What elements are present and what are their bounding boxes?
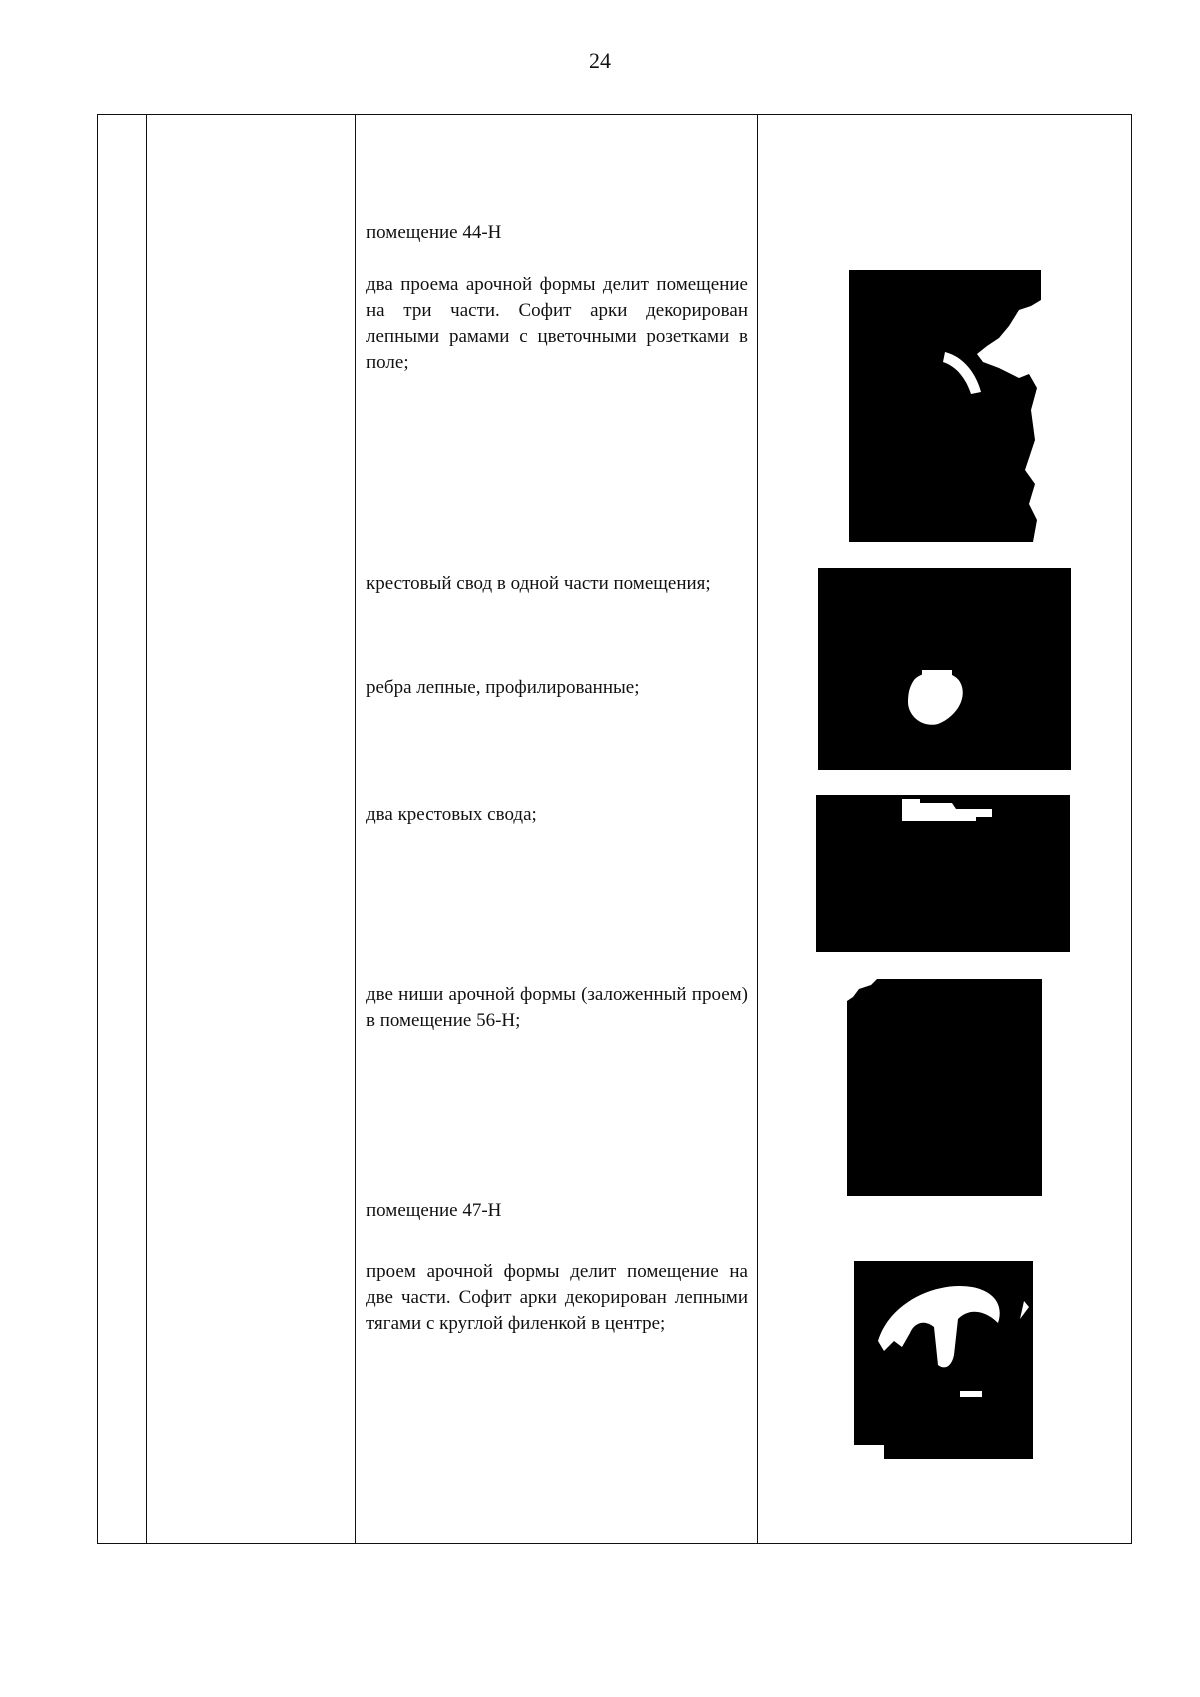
photo-arch-soffit-47n (854, 1261, 1033, 1459)
room-heading-47n: помещение 47-Н (366, 1200, 502, 1221)
entry-description: ребра лепные, профилированные; (366, 677, 640, 698)
photo-arch-soffit-44n (849, 270, 1041, 542)
entry-description: крестовый свод в одной части помещения; (366, 573, 711, 594)
entry-description: два крестовых свода; (366, 804, 537, 825)
page-number: 24 (589, 48, 611, 73)
entry-description: два проема арочной формы делит помещение на три части. Софит арки декорирован лепными рамами с цветочными розетками в поле; (366, 274, 748, 373)
photo-two-cross-vaults (816, 795, 1070, 952)
photo-arched-niche (847, 979, 1042, 1196)
column-divider-3 (757, 115, 758, 1543)
photo-cross-vault (818, 568, 1071, 770)
column-divider-2 (355, 115, 356, 1543)
entry-description: две ниши арочной формы (заложенный проем) в помещение 56-Н; (366, 984, 748, 1031)
column-divider-1 (146, 115, 147, 1543)
entry-description: проем арочной формы делит помещение на две части. Софит арки декорирован лепными тягами с круглой филенкой в центре; (366, 1261, 748, 1334)
room-heading-44n: помещение 44-Н (366, 222, 502, 243)
